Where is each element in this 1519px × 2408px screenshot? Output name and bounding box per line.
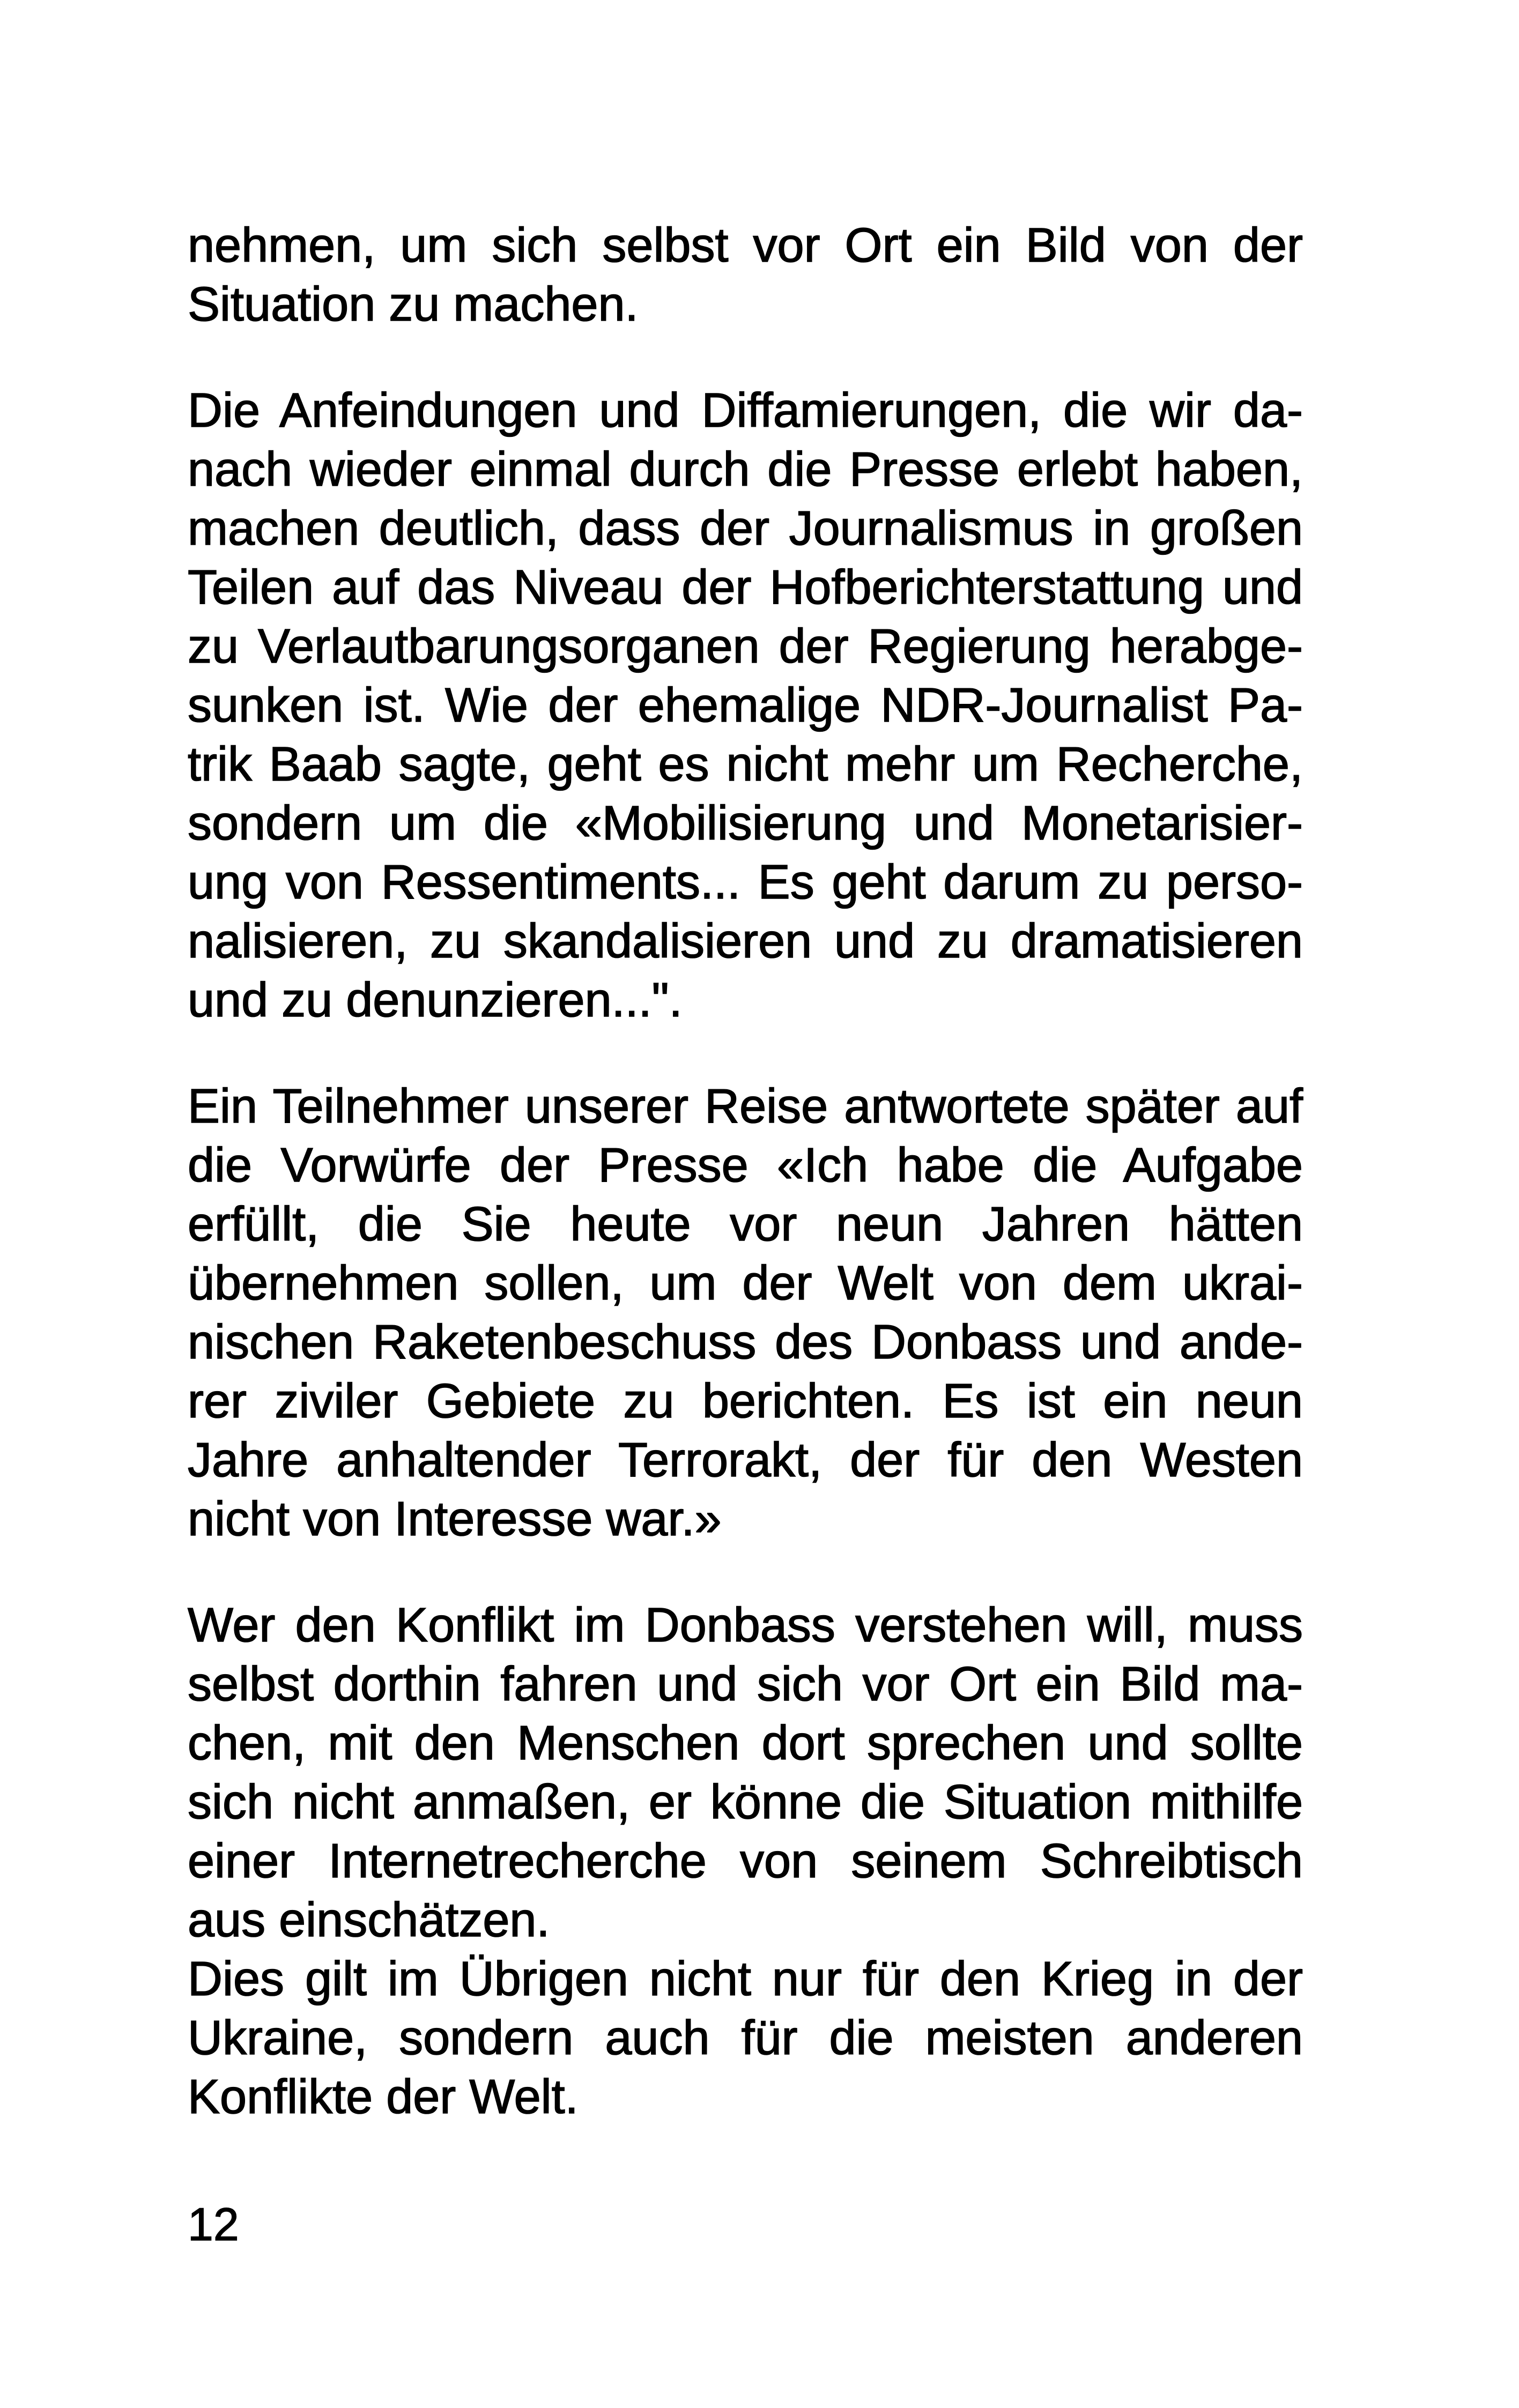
text-line: nehmen, um sich selbst vor Ort ein Bild von der xyxy=(188,219,1303,272)
text-line: Jahre anhaltender Terrorakt, der für den Westen xyxy=(188,1433,1303,1487)
paragraph xyxy=(188,1077,1303,1549)
text-line: erfüllt, die Sie heute vor neun Jahren hätten xyxy=(188,1198,1303,1251)
text-line: Teilen auf das Niveau der Hofberichterstattung und xyxy=(188,561,1303,614)
text-line: die Vorwürfe der Presse «Ich habe die Aufgabe xyxy=(188,1139,1303,1192)
paragraph xyxy=(188,1596,1303,1950)
page-number: 12 xyxy=(188,2199,239,2250)
text-line: Situation zu machen. xyxy=(188,278,639,331)
text-line: Ein Teilnehmer unserer Reise antwortete später auf xyxy=(188,1080,1303,1133)
text-line: trik Baab sagte, geht es nicht mehr um Recherche, xyxy=(188,738,1303,791)
text-line: nach wieder einmal durch die Presse erlebt haben, xyxy=(188,443,1303,496)
paragraph xyxy=(188,216,1303,334)
text-line: nicht von Interesse war.» xyxy=(188,1492,722,1546)
text-line: ung von Ressentiments... Es geht darum zu perso- xyxy=(188,856,1303,909)
paragraph xyxy=(188,1950,1303,2127)
text-line: Wer den Konflikt im Donbass verstehen will, muss xyxy=(188,1599,1303,1652)
text-line: nalisieren, zu skandalisieren und zu dramatisieren xyxy=(188,915,1303,968)
text-line: sunken ist. Wie der ehemalige NDR-Journalist Pa- xyxy=(188,679,1303,732)
text-block xyxy=(188,216,1303,2127)
text-line: rer ziviler Gebiete zu berichten. Es ist ein neun xyxy=(188,1374,1303,1428)
text-line: chen, mit den Menschen dort sprechen und sollte xyxy=(188,1716,1303,1770)
text-line: selbst dorthin fahren und sich vor Ort ein Bild ma- xyxy=(188,1658,1303,1711)
text-line: sich nicht anmaßen, er könne die Situation mithilfe xyxy=(188,1775,1303,1829)
text-line: nischen Raketenbeschuss des Donbass und ande- xyxy=(188,1316,1303,1369)
text-line: Dies gilt im Übrigen nicht nur für den Krieg in der xyxy=(188,1952,1303,2006)
text-line: zu Verlautbarungsorganen der Regierung herabge- xyxy=(188,620,1303,673)
text-line: einer Internetrecherche von seinem Schreibtisch xyxy=(188,1834,1303,1888)
text-line: übernehmen sollen, um der Welt von dem ukrai- xyxy=(188,1257,1303,1310)
text-line: Ukraine, sondern auch für die meisten anderen xyxy=(188,2011,1303,2065)
text-line: aus einschätzen. xyxy=(188,1893,550,1947)
text-line: Konflikte der Welt. xyxy=(188,2070,579,2124)
text-line: Die Anfeindungen und Diffamierungen, die wir da- xyxy=(188,384,1303,437)
text-line: und zu denunzieren...". xyxy=(188,973,683,1027)
paragraph xyxy=(188,381,1303,1030)
text-line: sondern um die «Mobilisierung und Monetarisier- xyxy=(188,797,1303,850)
text-line: machen deutlich, dass der Journalismus in großen xyxy=(188,502,1303,555)
